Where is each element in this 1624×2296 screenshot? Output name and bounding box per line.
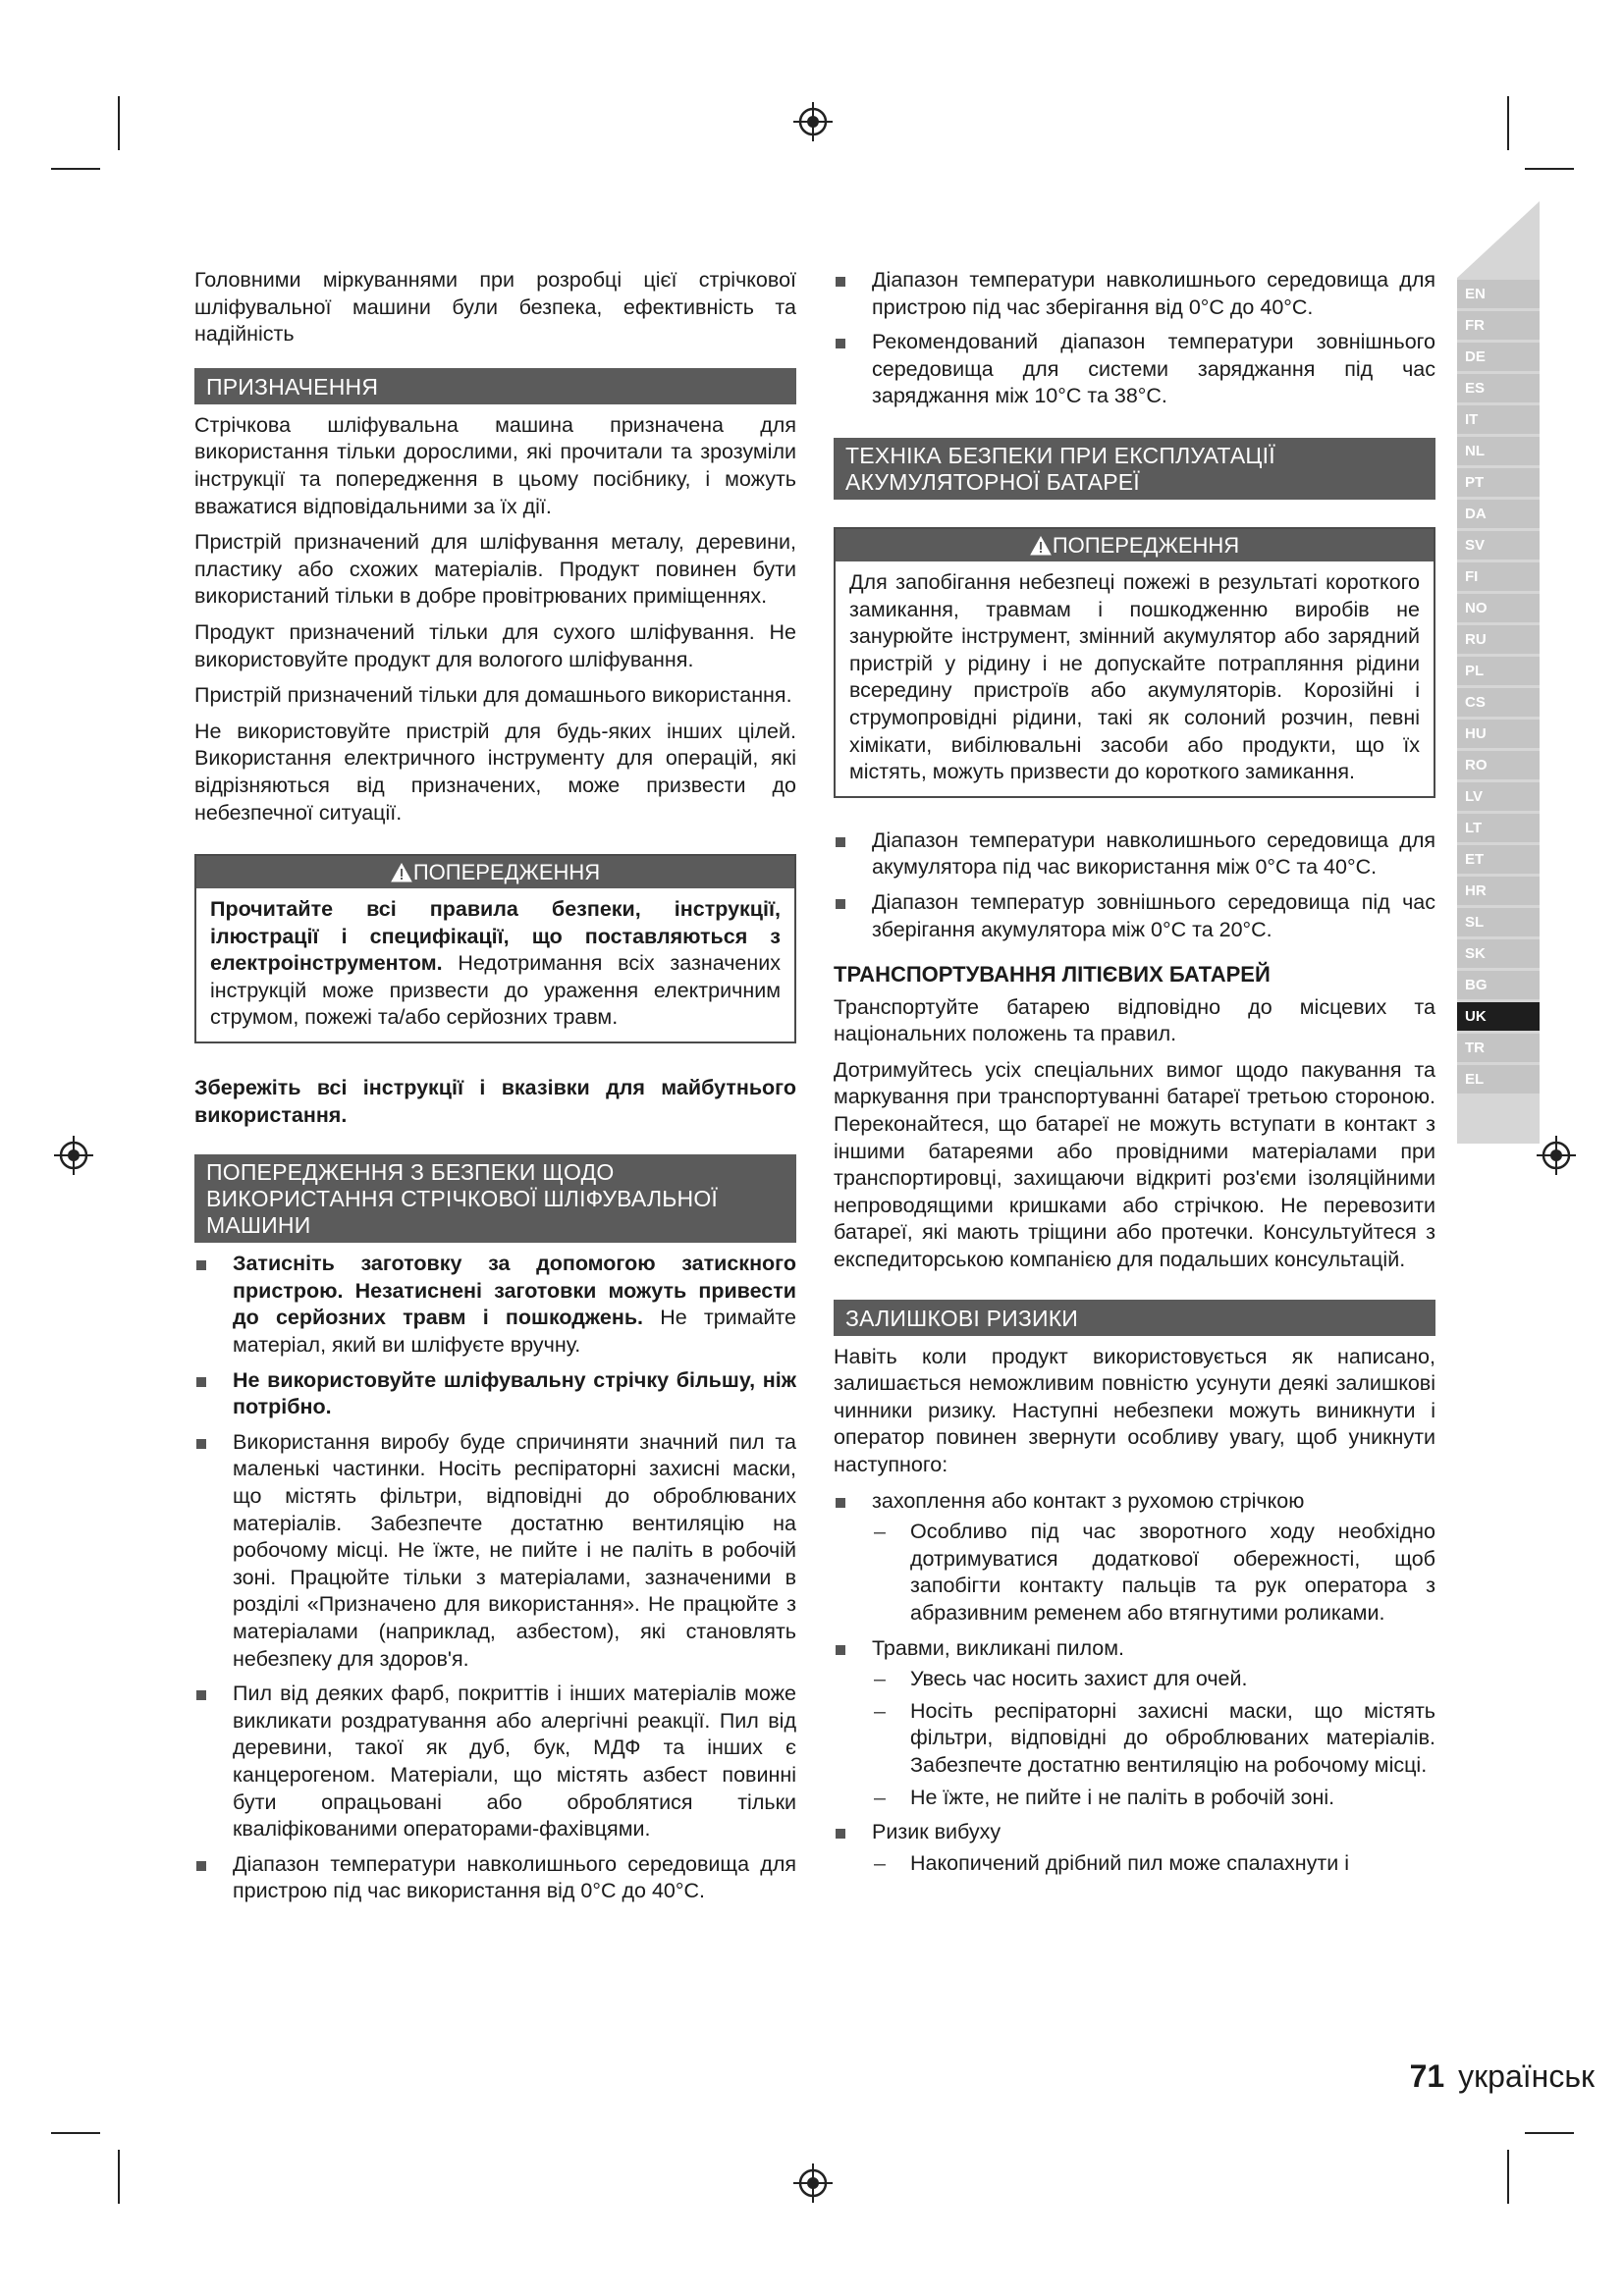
list-item: Ризик вибуху – Накопичений дрібний пил може спалахнути і (834, 1819, 1435, 1877)
crop-mark (118, 2150, 120, 2204)
page-number: 71 (1409, 2058, 1445, 2094)
sub-list-item: – Особливо під час зворотного ходу необхідно дотримуватися додаткової обережності, щоб запобігти контакту пальців та рук оператора з абразивним ременем або втягнутими роликами. (872, 1519, 1435, 1627)
list-item: Пил від деяких фарб, покриттів і інших матеріалів може викликати роздратування або алергічні реакції. Пил від деревини, такої як дуб, бук, МДФ та інших є канцерогеном. Матеріали, що містять азбест повинні бути опрацьовані або оброблятися тільки кваліфікованими операторами-фахівцями. (194, 1681, 796, 1843)
language-tab-no[interactable]: NO (1457, 594, 1540, 622)
purpose-paragraph: Пристрій призначений тільки для домашнього використання. (194, 683, 792, 708)
language-tab-sk[interactable]: SK (1457, 939, 1540, 968)
sub-list-item: – Не їжте, не пийте і не паліть в робочій зоні. (872, 1785, 1435, 1812)
language-tab-en[interactable]: EN (1457, 280, 1540, 308)
crop-mark (118, 96, 120, 150)
battery-temperature-list (834, 828, 1435, 943)
warning-title: ПОПЕРЕДЖЕННЯ (836, 529, 1434, 561)
language-tab-pl[interactable]: PL (1457, 657, 1540, 685)
transport-paragraph: Дотримуйтесь усіх спеціальних вимог щодо пакування та маркування при транспортуванні батареї третьою стороною. Переконайтеся, що батареї не можуть вступати в контакт з іншими батареями або провідними матеріалами при транспортировці, захищаючи відкриті роз'єми ізоляційними непроводящими кришками або стрічкою. Не перевозити батареї, які мають тріщини або протечки. Консультуйтеся з експедиторською компанією для подальших консультацій. (834, 1057, 1435, 1272)
section-header-safety: ПОПЕРЕДЖЕННЯ З БЕЗПЕКИ ЩОДО ВИКОРИСТАННЯ СТРІЧКОВОЇ ШЛІФУВАЛЬНОЇ МАШИНИ (194, 1154, 796, 1243)
language-tab-de[interactable]: DE (1457, 343, 1540, 371)
section-header-battery: ТЕХНІКА БЕЗПЕКИ ПРИ ЕКСПЛУАТАЦІЇ АКУМУЛЯТОРНОЇ БАТАРЕЇ (834, 438, 1435, 500)
crop-mark (1525, 2132, 1574, 2134)
language-tab-sv[interactable]: SV (1457, 531, 1540, 560)
sub-list-item: – Носіть респіраторні захисні маски, що містять фільтри, відповідні до оброблюваних матеріалів. Забезпечте достатню вентиляцію на робочому місці. (872, 1698, 1435, 1780)
purpose-paragraph: Пристрій призначений для шліфування металу, деревини, пластику або схожих матеріалів. Продукт повинен бути використаний тільки в добре провітрюваних приміщеннях. (194, 530, 796, 609)
list-item: Використання виробу буде спричиняти значний пил та маленькі частинки. Носіть респіраторні захисні маски, що містять фільтри, відповідні до оброблюваних матеріалів. Забезпечте достатню вентиляцію на робочому місці. Не їжте, не пийте і не паліть в робочій зоні. Працюйте тільки з матеріалами, зазначеними в розділі «Призначено для використання». Не працюйте з матеріалами (наприклад, азбестом), які становлять небезпеку для здоров'я. (194, 1429, 796, 1673)
language-name: українськ (1458, 2058, 1595, 2094)
language-tab-fi[interactable]: FI (1457, 562, 1540, 591)
language-tab-uk[interactable]: UK (1457, 1002, 1540, 1031)
registration-mark-icon (1537, 1136, 1576, 1175)
warning-triangle-icon (1030, 536, 1052, 556)
section-header-residual-risks: ЗАЛИШКОВІ РИЗИКИ (834, 1300, 1435, 1336)
crop-mark (51, 168, 100, 170)
language-tab-et[interactable]: ET (1457, 845, 1540, 874)
registration-mark-icon (793, 2163, 833, 2203)
language-tab-lt[interactable]: LT (1457, 814, 1540, 842)
section-header-transport: ТРАНСПОРТУВАННЯ ЛІТІЄВИХ БАТАРЕЙ (834, 962, 1271, 988)
registration-mark-icon (793, 102, 833, 141)
language-tab-da[interactable]: DA (1457, 500, 1540, 528)
warning-box (194, 854, 796, 1043)
warning-bold-text: Прочитайте всі правила безпеки, інструкції, ілюстрації і специфікації, що поставляються з електроінструментом. (210, 897, 781, 976)
language-tab-ro[interactable]: RO (1457, 751, 1540, 779)
list-item: Діапазон температур зовнішнього середовища під час зберігання акумулятора між 0°C та 20°C. (834, 889, 1435, 943)
intro-paragraph: Головними міркуваннями при розробці цієї стрічкової шліфувальної машини були безпека, ефективність та надійність (194, 268, 796, 347)
right-column (834, 267, 1435, 1885)
safety-list (194, 1251, 796, 1905)
language-tab-el[interactable]: EL (1457, 1065, 1540, 1094)
list-item: Не використовуйте шліфувальну стрічку більшу, ніж потрібно. (194, 1367, 796, 1421)
language-tabs (1457, 280, 1540, 1096)
purpose-paragraph: Продукт призначений тільки для сухого шліфування. Не використовуйте продукт для вологого шліфування. (194, 619, 796, 671)
language-tab-ru[interactable]: RU (1457, 625, 1540, 654)
language-tab-lv[interactable]: LV (1457, 782, 1540, 811)
list-item: Діапазон температури навколишнього середовища для пристрою під час використання від 0°C до 40°C. (194, 1851, 796, 1905)
list-item: Діапазон температури навколишнього середовища для акумулятора під час використання між 0°C та 40°C. (834, 828, 1435, 881)
language-tab-tr[interactable]: TR (1457, 1034, 1540, 1062)
list-item: Затисніть заготовку за допомогою затискного пристрою. Незатиснені заготовки можуть привести до серйозних травм і пошкоджень. Не тримайте матеріал, який ви шліфуєте вручну. (194, 1251, 796, 1359)
language-tab-es[interactable]: ES (1457, 374, 1540, 402)
purpose-paragraph: Стрічкова шліфувальна машина призначена для використання тільки дорослими, які прочитали та зрозуміли інструкції та попередження в цьому посібнику, і можуть вважатися відповідальними за їх дії. (194, 412, 796, 518)
list-item: захоплення або контакт з рухомою стрічкою – Особливо під час зворотного ходу необхідно дотримуватися додаткової обережності, щоб запобігти контакту пальців та рук оператора з абразивним ременем або втягнутими роликами. (834, 1488, 1435, 1628)
purpose-paragraph: Не використовуйте пристрій для будь-яких інших цілей. Використання електричного інструменту для операцій, які відрізняються від призначених, може призвести до небезпечної ситуації. (194, 719, 796, 825)
crop-mark (1525, 168, 1574, 170)
warning-triangle-icon (391, 863, 412, 882)
list-item: Травми, викликані пилом. – Увесь час носить захист для очей. – Носіть респіраторні захисні маски, що містять фільтри, відповідні до оброблюваних матеріалів. Забезпечте достатню вентиляцію на робочому місці. – Не їжте, не пийте і не паліть в робочій зоні. (834, 1635, 1435, 1812)
language-tab-bg[interactable]: BG (1457, 971, 1540, 999)
language-tab-fr[interactable]: FR (1457, 311, 1540, 340)
list-item: Рекомендований діапазон температури зовнішнього середовища для системи заряджання під час заряджання між 10°C та 38°C. (834, 329, 1435, 410)
keep-instructions: Збережіть всі інструкції і вказівки для майбутнього використання. (194, 1076, 796, 1127)
warning-text: Недотримання всіх зазначених інструкцій може призвести до ураження електричним струмом, пожежі та/або серйозних травм. (210, 951, 781, 1030)
warning-title: ПОПЕРЕДЖЕННЯ (196, 856, 794, 888)
battery-warning-box (834, 527, 1435, 798)
language-tab-sl[interactable]: SL (1457, 908, 1540, 936)
warning-body: Для запобігання небезпеці пожежі в результаті короткого замикання, травмам і пошкодженню виробів не занурюйте інструмент, змінний акумулятор або зарядний пристрій у рідину і не допускайте потрапляння рідини всередину пристроїв або акумуляторів. Корозійні і струмопровідні рідини, такі як солоний розчин, певні хімікати, вибілювальні засоби або продукти, що їх містять, можуть призвести до короткого замикання. (849, 569, 1420, 784)
language-tab-hr[interactable]: HR (1457, 877, 1540, 905)
sub-list-item: – Увесь час носить захист для очей. (872, 1666, 1435, 1693)
risk-list (834, 1488, 1435, 1878)
list-item: Діапазон температури навколишнього середовища для пристрою під час зберігання від 0°C до 40°C. (834, 267, 1435, 321)
crop-mark (1507, 96, 1509, 150)
temperature-list (834, 267, 1435, 410)
crop-mark (51, 2132, 100, 2134)
crop-mark (1507, 2150, 1509, 2204)
language-tab-pt[interactable]: PT (1457, 468, 1540, 497)
page-footer (1410, 2058, 1595, 2095)
language-tab-nl[interactable]: NL (1457, 437, 1540, 465)
left-column (194, 267, 796, 1913)
transport-paragraph: Транспортуйте батарею відповідно до місцевих та національних положень та правил. (834, 994, 1435, 1046)
section-header-purpose: ПРИЗНАЧЕННЯ (194, 368, 796, 404)
warning-body (196, 888, 794, 1041)
language-tab-it[interactable]: IT (1457, 405, 1540, 434)
language-tab-cs[interactable]: CS (1457, 688, 1540, 717)
sub-list-item: – Накопичений дрібний пил може спалахнути і (872, 1850, 1435, 1878)
registration-mark-icon (54, 1136, 93, 1175)
language-tab-hu[interactable]: HU (1457, 720, 1540, 748)
residual-paragraph: Навіть коли продукт використовується як написано, залишається неможливим повністю усунути деякі залишкові чинники ризику. Наступні небезпеки можуть виникнути і оператор повинен звернути особливу увагу, щоб уникнути наступного: (834, 1344, 1435, 1476)
